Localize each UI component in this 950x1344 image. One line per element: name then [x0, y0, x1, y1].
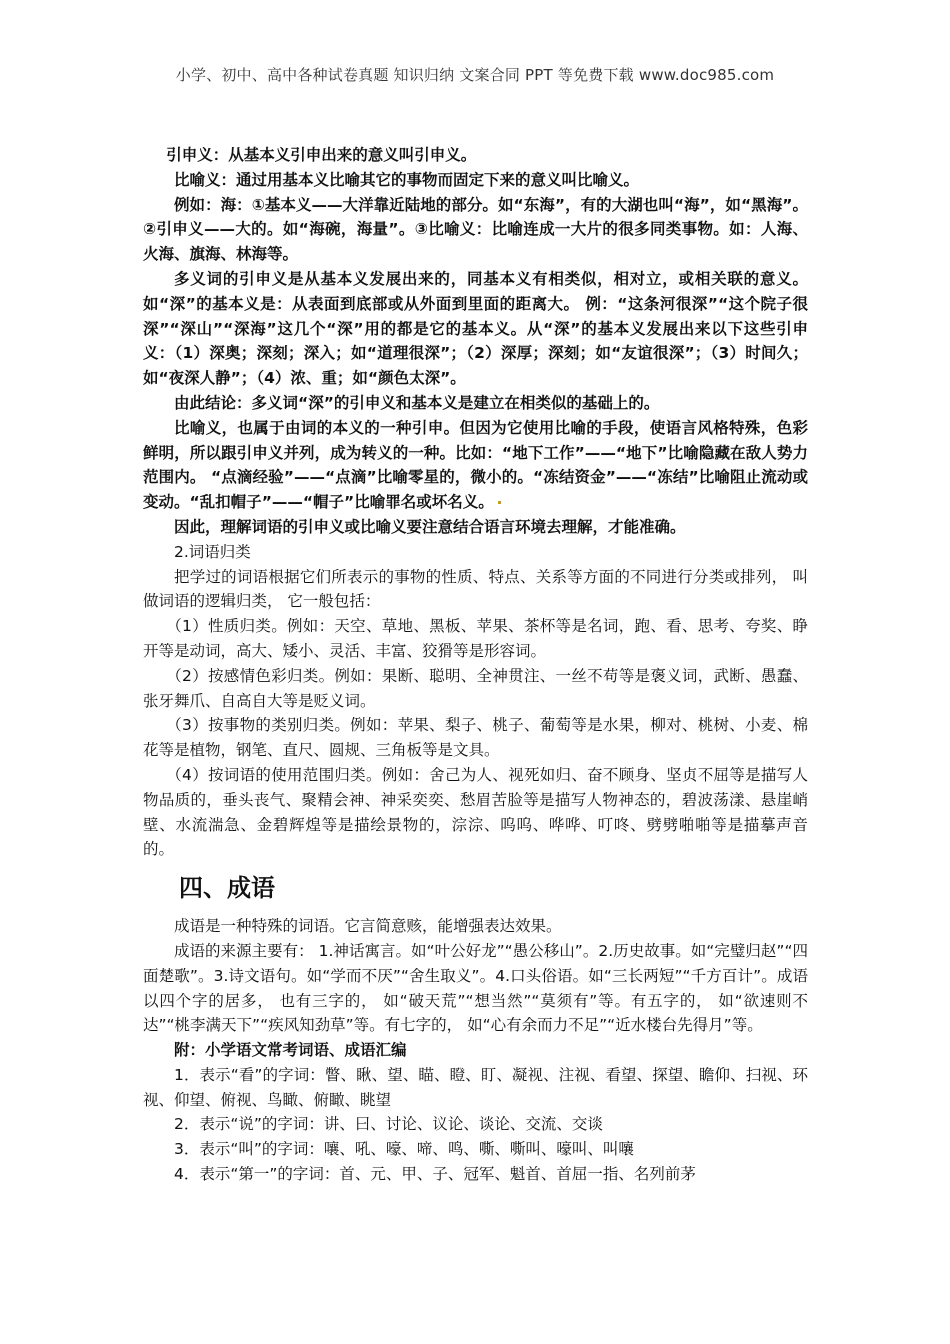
list-item: 2．表示“说”的字词：讲、曰、讨论、议论、谈论、交流、交谈: [174, 1115, 603, 1134]
paragraph: （3）按事物的类别归类。例如：苹果、梨子、桃子、葡萄等是水果，柳对、桃树、小麦、棉花等是植物，钢笔、直尺、圆规、三角板等是文具。: [143, 716, 808, 760]
paragraph: 成语是一种特殊的词语。它言简意赅，能增强表达效果。: [174, 917, 562, 936]
appendix-title: 附：小学语文常考词语、成语汇编: [174, 1041, 407, 1060]
paragraph: 由此结论：多义词“深”的引申义和基本义是建立在相类似的基础上的。: [174, 393, 660, 412]
list-item: 4．表示“第一”的字词：首、元、甲、子、冠军、魁首、首屈一指、名列前茅: [174, 1165, 696, 1184]
page-header: 小学、初中、高中各种试卷真题 知识归纳 文案合同 PPT 等免费下载 www.doc985.com: [175, 66, 775, 84]
paragraph: 比喻义：通过用基本义比喻其它的事物而固定下来的意义叫比喻义。: [174, 170, 640, 189]
paragraph: 例如：海：①基本义——大洋靠近陆地的部分。如“东海”，有的大湖也叫“海”，如“黑海”。②引申义——大的。如“海碗，海量”。③比喻义：比喻连成一大片的很多同类事物。如：人海、火海、旗海、林海等。: [143, 195, 808, 264]
paragraph: [143, 416, 808, 515]
paragraph-text: 比喻义，也属于由词的本义的一种引申。但因为它使用比喻的手段，使语言风格特殊，色彩鲜明，所以跟引申义并列，成为转义的一种。比如：“地下工作”——“地下”比喻隐藏在敌人势力范围内。 “点滴经验”——“点滴”比喻零星的，微小的。“冻结资金”——“冻结”比喻阻止流动或变动。“乱扣帽子”——“帽子”比喻罪名或坏名义。: [143, 418, 808, 512]
paragraph: 多义词的引申义是从基本义发展出来的，同基本义有相类似，相对立，或相关联的意义。 如“深”的基本义是：从表面到底部或从外面到里面的距离大。 例：“这条河很深”“这个院子很深”“深山”“深海”这几个“深”用的都是它的基本义。从“深”的基本义发展出来以下这些引申义：（1）深奥；深刻；深入；如“道理很深”；（2）深厚；深刻；如“友谊很深”；（3）时间久；如“夜深人静”；（4）浓、重；如“颜色太深”。: [143, 269, 808, 388]
list-item: 3．表示“叫”的字词：嚷、吼、嚎、啼、鸣、嘶、嘶叫、嚎叫、叫嚷: [174, 1140, 634, 1159]
document-body: [143, 143, 808, 1187]
paragraph: 把学过的词语根据它们所表示的事物的性质、特点、关系等方面的不同进行分类或排列， 叫做词语的逻辑归类， 它一般包括：: [143, 567, 808, 611]
paragraph: （2）按感情色彩归类。例如：果断、聪明、全神贯注、一丝不苟等是褒义词，武断、愚蠢、张牙舞爪、自高自大等是贬义词。: [143, 666, 808, 710]
marker-dot: [498, 501, 501, 504]
section-heading: 四、成语: [179, 874, 275, 903]
paragraph: （4）按词语的使用范围归类。例如：舍己为人、视死如归、奋不顾身、坚贞不屈等是描写人物品质的，垂头丧气、聚精会神、神采奕奕、愁眉苦脸等是描写人物神态的，碧波荡漾、悬崖峭壁、水流湍急、金碧辉煌等是描绘景物的，淙淙、呜呜、哗哗、叮咚、劈劈啪啪等是描摹声音的。: [143, 765, 808, 859]
paragraph: 因此，理解词语的引申义或比喻义要注意结合语言环境去理解，才能准确。: [174, 517, 686, 536]
paragraph: 成语的来源主要有： 1.神话寓言。如“叶公好龙”“愚公移山”。2.历史故事。如“完璧归赵”“四面楚歌”。3.诗文语句。如“学而不厌”“舍生取义”。4.口头俗语。如“三长两短”“千方百计”。成语以四个字的居多， 也有三字的， 如“破天荒”“想当然”“莫须有”等。有五字的， 如“欲速则不达”“桃李满天下”“疾风知劲草”等。有七字的， 如“心有余而力不足”“近水楼台先得月”等。: [143, 941, 808, 1035]
section-subtitle: 2.词语归类: [174, 542, 251, 561]
paragraph: （1）性质归类。例如：天空、草地、黑板、苹果、茶杯等是名词，跑、看、思考、夸奖、睁开等是动词，高大、矮小、灵活、丰富、狡猾等是形容词。: [143, 617, 808, 660]
paragraph: 引申义：从基本义引申出来的意义叫引申义。: [166, 146, 477, 164]
list-item: 1．表示“看”的字词：瞥、瞅、望、瞄、瞪、盯、凝视、注视、看望、探望、瞻仰、扫视、环视、仰望、俯视、鸟瞰、俯瞰、眺望: [143, 1065, 808, 1109]
